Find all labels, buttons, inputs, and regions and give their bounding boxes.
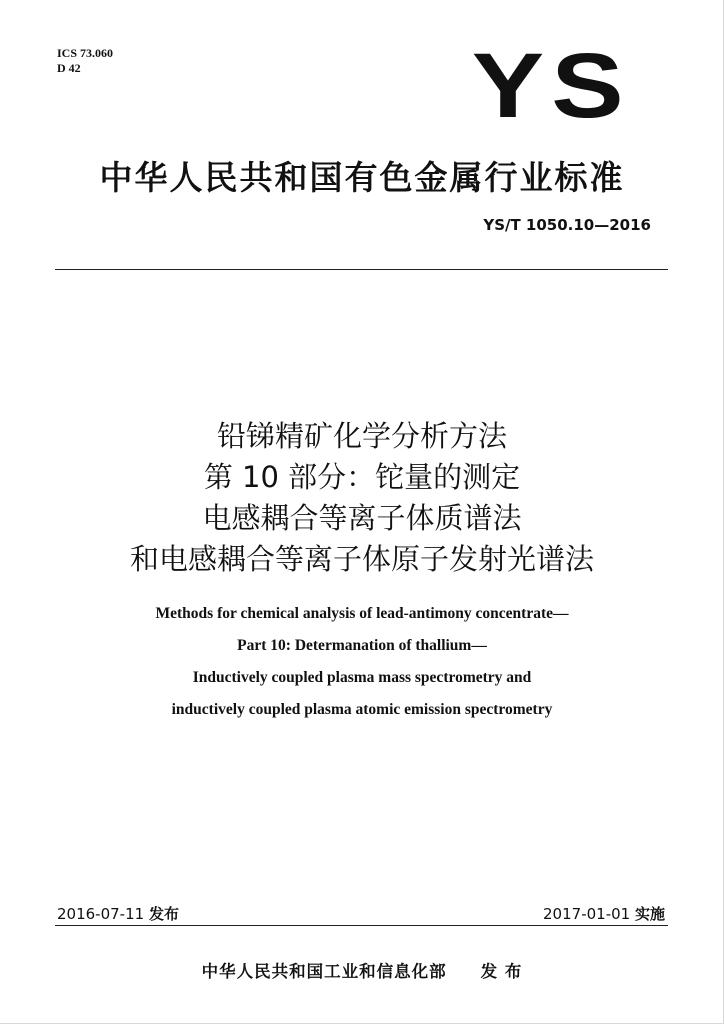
standard-name: 中华人民共和国有色金属行业标准	[99, 158, 625, 197]
issuer-action: 发 布	[480, 962, 523, 981]
ys-logo: YS	[472, 35, 631, 137]
title-cn-line: 第 10 部分：铊量的测定	[203, 460, 521, 494]
title-chinese	[0, 416, 724, 580]
effective-label: 实施	[634, 905, 665, 923]
title-english	[0, 598, 724, 726]
issued-date: 2016-07-11	[57, 905, 145, 923]
ics-code: ICS 73.060	[57, 46, 114, 60]
standard-code: YS/T 1050.10—2016	[483, 216, 651, 234]
class-code: D 42	[57, 61, 81, 75]
issued-date-block	[57, 903, 179, 924]
title-en-line: Methods for chemical analysis of lead-antimony concentrate—	[155, 605, 569, 622]
issuer-name: 中华人民共和国工业和信息化部	[201, 962, 447, 981]
title-cn-line: 铅锑精矿化学分析方法	[216, 419, 507, 453]
issued-label: 发布	[148, 905, 179, 923]
title-en-line: Part 10: Determanation of thallium—	[237, 637, 487, 654]
title-en-line: Inductively coupled plasma mass spectrometry and	[192, 669, 532, 686]
effective-date-block	[543, 903, 665, 924]
footer-divider	[55, 925, 668, 926]
header-divider	[55, 269, 668, 270]
effective-date: 2017-01-01	[543, 905, 631, 923]
title-en-line: inductively coupled plasma atomic emission spectrometry	[171, 701, 553, 718]
title-cn-line: 电感耦合等离子体质谱法	[202, 501, 522, 535]
title-cn-line: 和电感耦合等离子体原子发射光谱法	[129, 542, 594, 576]
classification-block	[57, 46, 113, 76]
issuer-line	[0, 958, 724, 982]
